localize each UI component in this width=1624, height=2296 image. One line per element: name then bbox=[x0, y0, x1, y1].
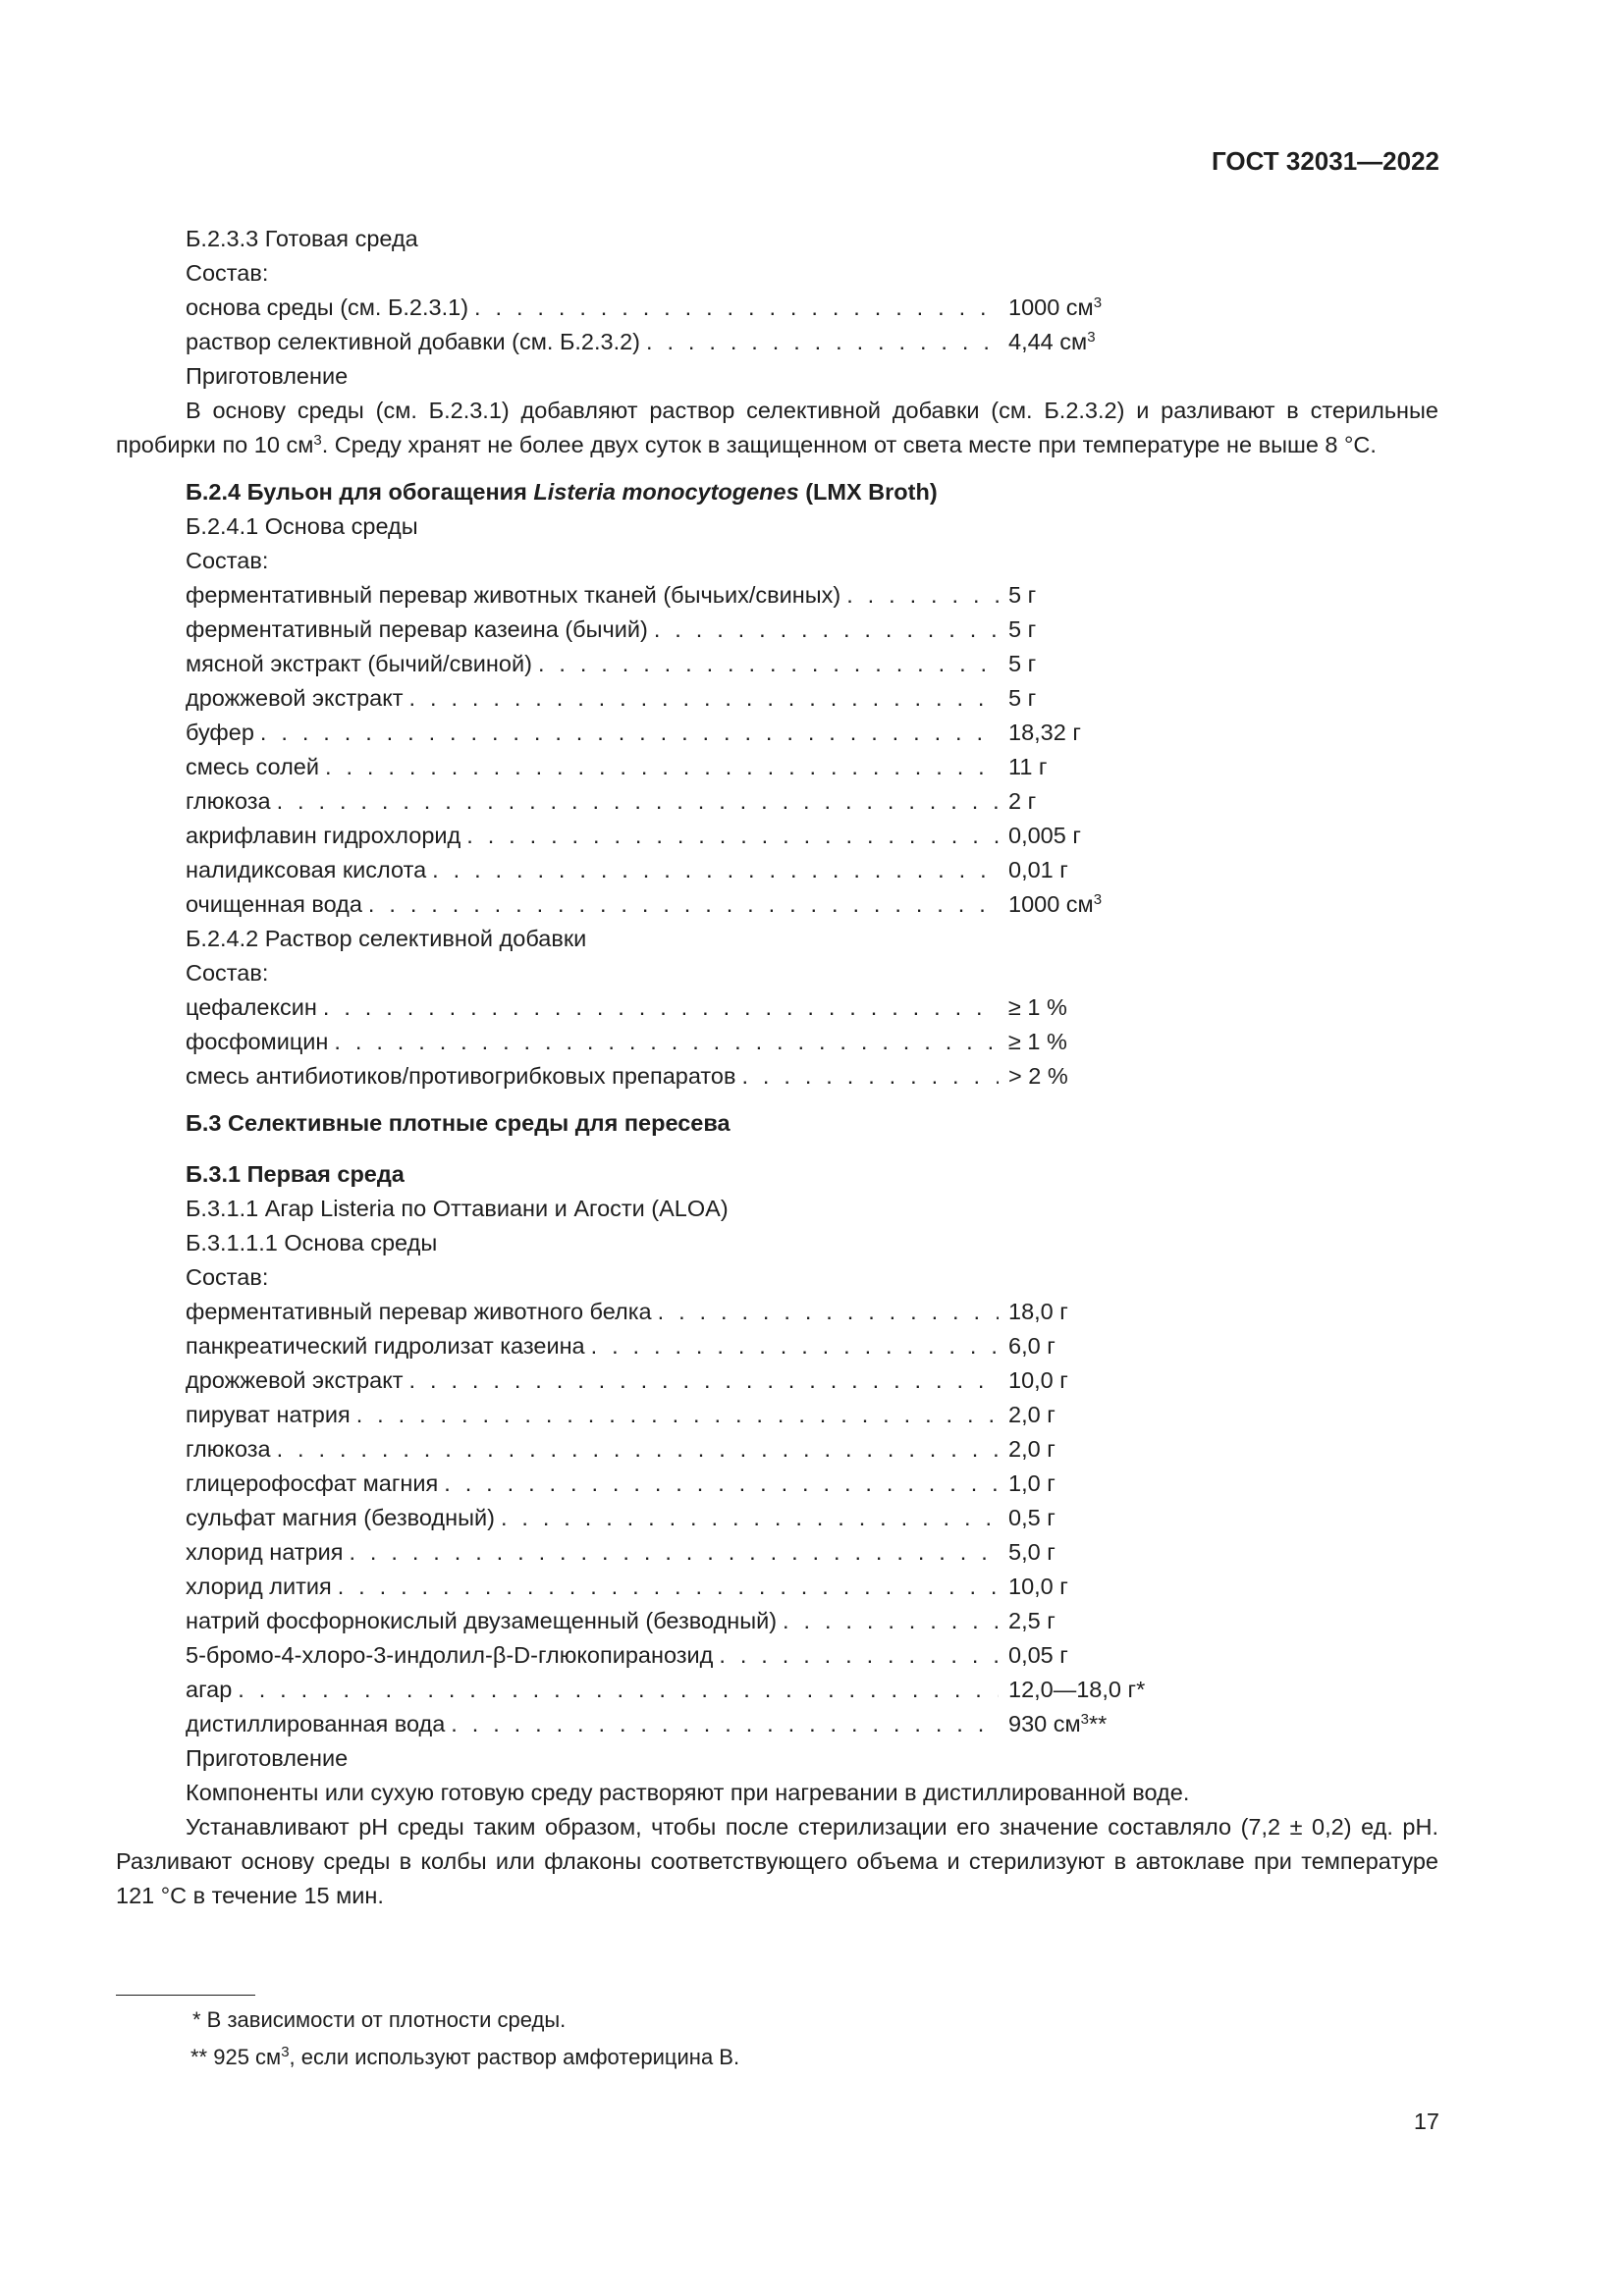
amount-value: 2,0 г bbox=[1008, 1402, 1056, 1427]
composition-list-b233 bbox=[116, 291, 1438, 359]
ingredient-name: смесь антибиотиков/противогрибковых препаратов bbox=[186, 1063, 736, 1089]
preparation-paragraph-2: Устанавливают pH среды таким образом, чтобы после стерилизации его значение составляло (7,2 ± 0,2) ед. pH. Разливают основу среды в колбы или флаконы соответствующего объема и стерилизуют в автоклаве при температуре 121 °C в течение 15 мин. bbox=[116, 1814, 1438, 1908]
amount-value: 10,0 г bbox=[1008, 1367, 1068, 1393]
ingredient-amount bbox=[1008, 1535, 1148, 1570]
composition-row bbox=[186, 819, 1148, 853]
dot-leader bbox=[501, 1501, 999, 1535]
section-title-b241: Б.2.4.1 Основа среды bbox=[186, 513, 418, 539]
ingredient-amount bbox=[1008, 887, 1148, 922]
composition-row bbox=[186, 1638, 1148, 1673]
amount-exponent: 3 bbox=[1093, 891, 1103, 908]
ingredient-amount bbox=[1008, 750, 1148, 784]
amount-value: 5 г bbox=[1008, 582, 1037, 608]
dot-leader bbox=[474, 291, 999, 325]
ingredient-amount bbox=[1008, 1432, 1148, 1467]
dot-leader bbox=[451, 1707, 999, 1741]
ingredient-amount bbox=[1008, 819, 1148, 853]
dot-leader bbox=[334, 1025, 999, 1059]
section-title-b3111: Б.3.1.1.1 Основа среды bbox=[186, 1230, 438, 1255]
ingredient-amount bbox=[1008, 613, 1148, 647]
ingredient-amount bbox=[1008, 1501, 1148, 1535]
ingredient-name: панкреатический гидролизат казеина bbox=[186, 1333, 585, 1359]
section-title-b233: Б.2.3.3 Готовая среда bbox=[186, 226, 418, 251]
composition-row bbox=[186, 325, 1148, 359]
dot-leader bbox=[654, 613, 999, 647]
ingredient-name: мясной экстракт (бычий/свиной) bbox=[186, 651, 532, 676]
ingredient-amount bbox=[1008, 784, 1148, 819]
amount-value: ≥ 1 % bbox=[1008, 994, 1067, 1020]
ingredient-name: хлорид натрия bbox=[186, 1539, 344, 1565]
ingredient-name: акрифлавин гидрохлорид bbox=[186, 823, 461, 848]
ingredient-name: цефалексин bbox=[186, 994, 317, 1020]
section-title-b311: Б.3.1.1 Агар Listeria по Оттавиани и Агости (ALOA) bbox=[186, 1196, 729, 1221]
composition-row bbox=[186, 578, 1148, 613]
composition-row bbox=[186, 1398, 1148, 1432]
ingredient-name: агар bbox=[186, 1677, 233, 1702]
dot-leader bbox=[277, 784, 999, 819]
ingredient-name: пируват натрия bbox=[186, 1402, 351, 1427]
composition-row bbox=[186, 853, 1148, 887]
ingredient-name: основа среды (см. Б.2.3.1) bbox=[186, 294, 469, 320]
amount-value: 4,44 см bbox=[1008, 329, 1088, 354]
dot-leader bbox=[368, 887, 999, 922]
amount-value: 5 г bbox=[1008, 651, 1037, 676]
dot-leader bbox=[260, 716, 999, 750]
ingredient-name: дистиллированная вода bbox=[186, 1711, 446, 1736]
footnote-1: * В зависимости от плотности среды. bbox=[192, 2007, 567, 2032]
amount-value: 2 г bbox=[1008, 788, 1037, 814]
amount-value: 5,0 г bbox=[1008, 1539, 1056, 1565]
ingredient-amount bbox=[1008, 325, 1148, 359]
dot-leader bbox=[323, 990, 999, 1025]
page-number: 17 bbox=[1413, 2109, 1439, 2134]
section-heading-b24: Б.2.4 Бульон для обогащения Listeria monocytogenes (LMX Broth) bbox=[186, 479, 938, 505]
composition-row bbox=[186, 1604, 1148, 1638]
ingredient-name: 5-бромо-4-хлоро-3-индолил-β-D-глюкопиранозид bbox=[186, 1642, 714, 1668]
ingredient-amount bbox=[1008, 716, 1148, 750]
ingredient-name: налидиксовая кислота bbox=[186, 857, 427, 882]
ingredient-amount bbox=[1008, 1604, 1148, 1638]
ingredient-name: сульфат магния (безводный) bbox=[186, 1505, 495, 1530]
ingredient-amount bbox=[1008, 1295, 1148, 1329]
dot-leader bbox=[277, 1432, 999, 1467]
dot-leader bbox=[466, 819, 999, 853]
composition-label: Состав: bbox=[186, 260, 269, 286]
ingredient-amount bbox=[1008, 291, 1148, 325]
preparation-paragraph-b233: В основу среды (см. Б.2.3.1) добавляют раствор селективной добавки (см. Б.2.3.2) и разливают в стерильные пробирки по 10 $см^3$. Среду хранят не более двух суток в защищенном от света месте при температуре не выше 8 °C. bbox=[116, 398, 1438, 457]
section-heading-b3: Б.3 Селективные плотные среды для пересева bbox=[186, 1110, 731, 1136]
ingredient-name: глицерофосфат магния bbox=[186, 1470, 439, 1496]
composition-row bbox=[186, 716, 1148, 750]
composition-row bbox=[186, 750, 1148, 784]
ingredient-amount bbox=[1008, 647, 1148, 681]
amount-value: 2,0 г bbox=[1008, 1436, 1056, 1462]
amount-value: 930 см bbox=[1008, 1711, 1081, 1736]
ingredient-amount bbox=[1008, 1673, 1148, 1707]
preparation-label: Приготовление bbox=[186, 363, 349, 389]
ingredient-name: дрожжевой экстракт bbox=[186, 685, 404, 711]
composition-row bbox=[186, 1673, 1148, 1707]
composition-row bbox=[186, 1025, 1148, 1059]
composition-row bbox=[186, 647, 1148, 681]
amount-value: 18,0 г bbox=[1008, 1299, 1068, 1324]
composition-row bbox=[186, 1295, 1148, 1329]
dot-leader bbox=[658, 1295, 999, 1329]
footnote-2: ** 925 $см^3$, если используют раствор амфотерицина В. bbox=[190, 2044, 740, 2069]
dot-leader bbox=[409, 681, 999, 716]
ingredient-name: глюкоза bbox=[186, 1436, 271, 1462]
dot-leader bbox=[846, 578, 999, 613]
composition-list-b241 bbox=[116, 578, 1438, 922]
composition-row bbox=[186, 1570, 1148, 1604]
section-heading-b31: Б.3.1 Первая среда bbox=[186, 1161, 405, 1187]
ingredient-amount bbox=[1008, 681, 1148, 716]
ingredient-amount bbox=[1008, 853, 1148, 887]
dot-leader bbox=[591, 1329, 999, 1363]
ingredient-amount bbox=[1008, 1025, 1148, 1059]
composition-row bbox=[186, 1432, 1148, 1467]
amount-exponent: 3 bbox=[1080, 1711, 1089, 1728]
dot-leader bbox=[409, 1363, 999, 1398]
section-title-b242: Б.2.4.2 Раствор селективной добавки bbox=[186, 926, 587, 951]
footnote-separator bbox=[116, 1995, 255, 1996]
document-code: ГОСТ 32031—2022 bbox=[1212, 146, 1439, 176]
footnote-mark: ** bbox=[1089, 1711, 1108, 1736]
ingredient-amount bbox=[1008, 1059, 1148, 1094]
ingredient-name: буфер bbox=[186, 720, 254, 745]
amount-value: 18,32 г bbox=[1008, 720, 1081, 745]
amount-exponent: 3 bbox=[1087, 329, 1096, 346]
composition-row bbox=[186, 291, 1148, 325]
amount-value: > 2 % bbox=[1008, 1063, 1068, 1089]
composition-row bbox=[186, 990, 1148, 1025]
ingredient-name: дрожжевой экстракт bbox=[186, 1367, 404, 1393]
composition-row bbox=[186, 887, 1148, 922]
amount-value: 6,0 г bbox=[1008, 1333, 1056, 1359]
composition-label: Состав: bbox=[186, 1264, 269, 1290]
dot-leader bbox=[646, 325, 999, 359]
composition-row bbox=[186, 1501, 1148, 1535]
dot-leader bbox=[325, 750, 999, 784]
amount-value: 0,01 г bbox=[1008, 857, 1068, 882]
ingredient-amount bbox=[1008, 1467, 1148, 1501]
composition-row bbox=[186, 1059, 1148, 1094]
composition-row bbox=[186, 613, 1148, 647]
composition-label: Состав: bbox=[186, 548, 269, 573]
footnotes bbox=[192, 2002, 739, 2074]
amount-value: 1000 см bbox=[1008, 294, 1094, 320]
preparation-label: Приготовление bbox=[186, 1745, 349, 1771]
amount-value: 1000 см bbox=[1008, 891, 1094, 917]
amount-value: 12,0—18,0 г* bbox=[1008, 1677, 1146, 1702]
composition-list-b242 bbox=[116, 990, 1438, 1094]
dot-leader bbox=[238, 1673, 999, 1707]
composition-row bbox=[186, 1535, 1148, 1570]
ingredient-name: смесь солей bbox=[186, 754, 319, 779]
page-body bbox=[116, 222, 1438, 1913]
amount-value: 0,05 г bbox=[1008, 1642, 1068, 1668]
composition-list-b3111 bbox=[116, 1295, 1438, 1741]
preparation-paragraph-1: Компоненты или сухую готовую среду растворяют при нагревании в дистиллированной воде. bbox=[186, 1780, 1190, 1805]
amount-value: 5 г bbox=[1008, 616, 1037, 642]
dot-leader bbox=[432, 853, 999, 887]
dot-leader bbox=[356, 1398, 999, 1432]
ingredient-name: ферментативный перевар животных тканей (бычьих/свиных) bbox=[186, 582, 841, 608]
ingredient-amount bbox=[1008, 1707, 1148, 1741]
composition-row bbox=[186, 1707, 1148, 1741]
amount-value: 2,5 г bbox=[1008, 1608, 1056, 1633]
composition-row bbox=[186, 784, 1148, 819]
ingredient-name: глюкоза bbox=[186, 788, 271, 814]
ingredient-amount bbox=[1008, 990, 1148, 1025]
amount-value: 11 г bbox=[1008, 754, 1048, 779]
dot-leader bbox=[741, 1059, 999, 1094]
amount-value: 0,5 г bbox=[1008, 1505, 1056, 1530]
dot-leader bbox=[538, 647, 999, 681]
amount-value: 10,0 г bbox=[1008, 1574, 1068, 1599]
ingredient-name: ферментативный перевар казеина (бычий) bbox=[186, 616, 648, 642]
amount-value: 5 г bbox=[1008, 685, 1037, 711]
ingredient-amount bbox=[1008, 1363, 1148, 1398]
ingredient-amount bbox=[1008, 578, 1148, 613]
composition-row bbox=[186, 1329, 1148, 1363]
amount-value: 1,0 г bbox=[1008, 1470, 1056, 1496]
ingredient-name: очищенная вода bbox=[186, 891, 362, 917]
ingredient-name: ферментативный перевар животного белка bbox=[186, 1299, 652, 1324]
dot-leader bbox=[719, 1638, 999, 1673]
ingredient-amount bbox=[1008, 1638, 1148, 1673]
dot-leader bbox=[783, 1604, 999, 1638]
ingredient-amount bbox=[1008, 1570, 1148, 1604]
amount-value: ≥ 1 % bbox=[1008, 1029, 1067, 1054]
composition-row bbox=[186, 1363, 1148, 1398]
composition-row bbox=[186, 1467, 1148, 1501]
dot-leader bbox=[338, 1570, 999, 1604]
composition-label: Состав: bbox=[186, 960, 269, 986]
ingredient-amount bbox=[1008, 1398, 1148, 1432]
dot-leader bbox=[444, 1467, 999, 1501]
ingredient-name: фосфомицин bbox=[186, 1029, 329, 1054]
ingredient-name: хлорид лития bbox=[186, 1574, 332, 1599]
ingredient-name: натрий фосфорнокислый двузамещенный (безводный) bbox=[186, 1608, 778, 1633]
amount-exponent: 3 bbox=[1093, 294, 1103, 311]
ingredient-name: раствор селективной добавки (см. Б.2.3.2) bbox=[186, 329, 641, 354]
ingredient-amount bbox=[1008, 1329, 1148, 1363]
amount-value: 0,005 г bbox=[1008, 823, 1081, 848]
composition-row bbox=[186, 681, 1148, 716]
dot-leader bbox=[349, 1535, 999, 1570]
